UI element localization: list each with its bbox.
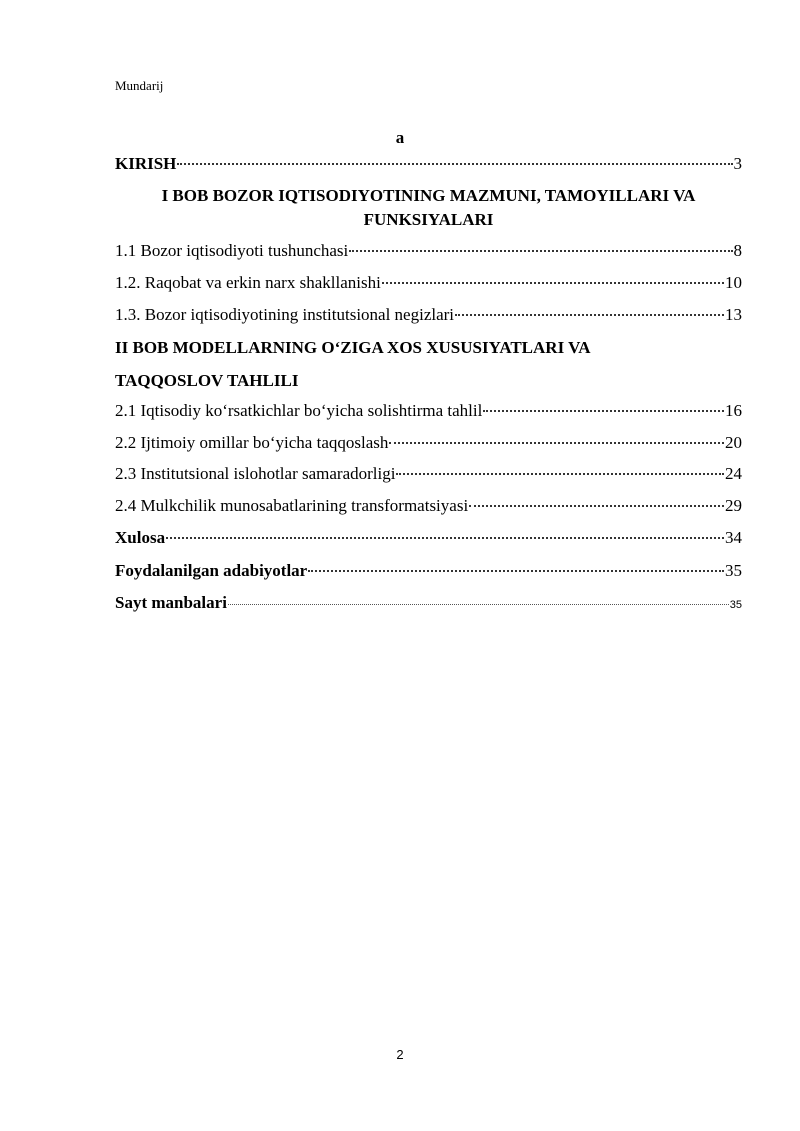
toc-entry-xulosa[interactable] (115, 527, 742, 549)
toc-entry-label: KIRISH (115, 154, 177, 173)
toc-entry-label: 2.1 Iqtisodiy ko‘rsatkichlar bo‘yicha solishtirma tahlil (115, 401, 483, 420)
toc-entry-label: Sayt manbalari (115, 593, 227, 612)
chapter-1-heading-line-1: I BOB BOZOR IQTISODIYOTINING MAZMUNI, TAMOYILLARI VA (161, 186, 696, 205)
toc-entry-2-1[interactable] (115, 400, 742, 422)
dot-leader (228, 604, 729, 605)
toc-entry-label: Foydalanilgan adabiyotlar (115, 561, 308, 580)
toc-entry-kirish[interactable] (115, 153, 742, 175)
chapter-2-heading-line-2: TAQQOSLOV TAHLILI (115, 371, 299, 390)
toc-entry-page: 35 (729, 599, 742, 611)
toc-entry-page: 8 (733, 241, 742, 260)
document-header: Mundarij (115, 78, 164, 93)
toc-entry-page: 16 (725, 401, 742, 420)
dot-leader (382, 282, 724, 284)
chapter-2-heading-line-1: II BOB MODELLARNING O‘ZIGA XOS XUSUSIYATLARI VA (115, 338, 591, 357)
toc-entry-1-1[interactable] (115, 240, 742, 262)
toc-entry-page: 24 (725, 464, 742, 483)
toc-entry-2-3[interactable] (115, 463, 742, 485)
dot-leader (308, 570, 724, 572)
dot-leader (177, 163, 732, 165)
dot-leader (396, 473, 724, 475)
dot-leader (166, 537, 724, 539)
toc-entry-label: 1.1 Bozor iqtisodiyoti tushunchasi (115, 241, 349, 260)
toc-entry-page: 20 (725, 433, 742, 452)
toc-entry-label: 2.3 Institutsional islohotlar samaradorligi (115, 464, 396, 483)
dot-leader (349, 250, 732, 252)
toc-entry-label: 2.4 Mulkchilik munosabatlarining transformatsiyasi (115, 496, 469, 515)
page-number: 2 (396, 1047, 404, 1062)
dot-leader (483, 410, 724, 412)
toc-entry-page: 34 (725, 528, 742, 547)
toc-entry-sayt-manbalari[interactable] (115, 592, 742, 616)
toc-entry-page: 13 (725, 305, 742, 324)
toc-entry-label: 1.2. Raqobat va erkin narx shakllanishi (115, 273, 381, 292)
dot-leader (455, 314, 724, 316)
toc-entry-2-2[interactable] (115, 432, 742, 454)
dot-leader (389, 442, 724, 444)
toc-entry-page: 3 (733, 154, 742, 173)
toc-entry-page: 29 (725, 496, 742, 515)
toc-entry-label: 2.2 Ijtimoiy omillar bo‘yicha taqqoslash (115, 433, 389, 452)
toc-entry-page: 35 (725, 561, 742, 580)
toc-entry-2-4[interactable] (115, 495, 742, 517)
toc-entry-label: 1.3. Bozor iqtisodiyotining institutsional negizlari (115, 305, 455, 324)
toc-entry-adabiyotlar[interactable] (115, 560, 742, 582)
toc-entry-1-2[interactable] (115, 272, 742, 294)
toc-title: a (395, 128, 405, 147)
chapter-1-heading-line-2: FUNKSIYALARI (363, 210, 494, 229)
toc-entry-label: Xulosa (115, 528, 166, 547)
toc-entry-1-3[interactable] (115, 304, 742, 326)
dot-leader (469, 505, 724, 507)
toc-entry-page: 10 (725, 273, 742, 292)
